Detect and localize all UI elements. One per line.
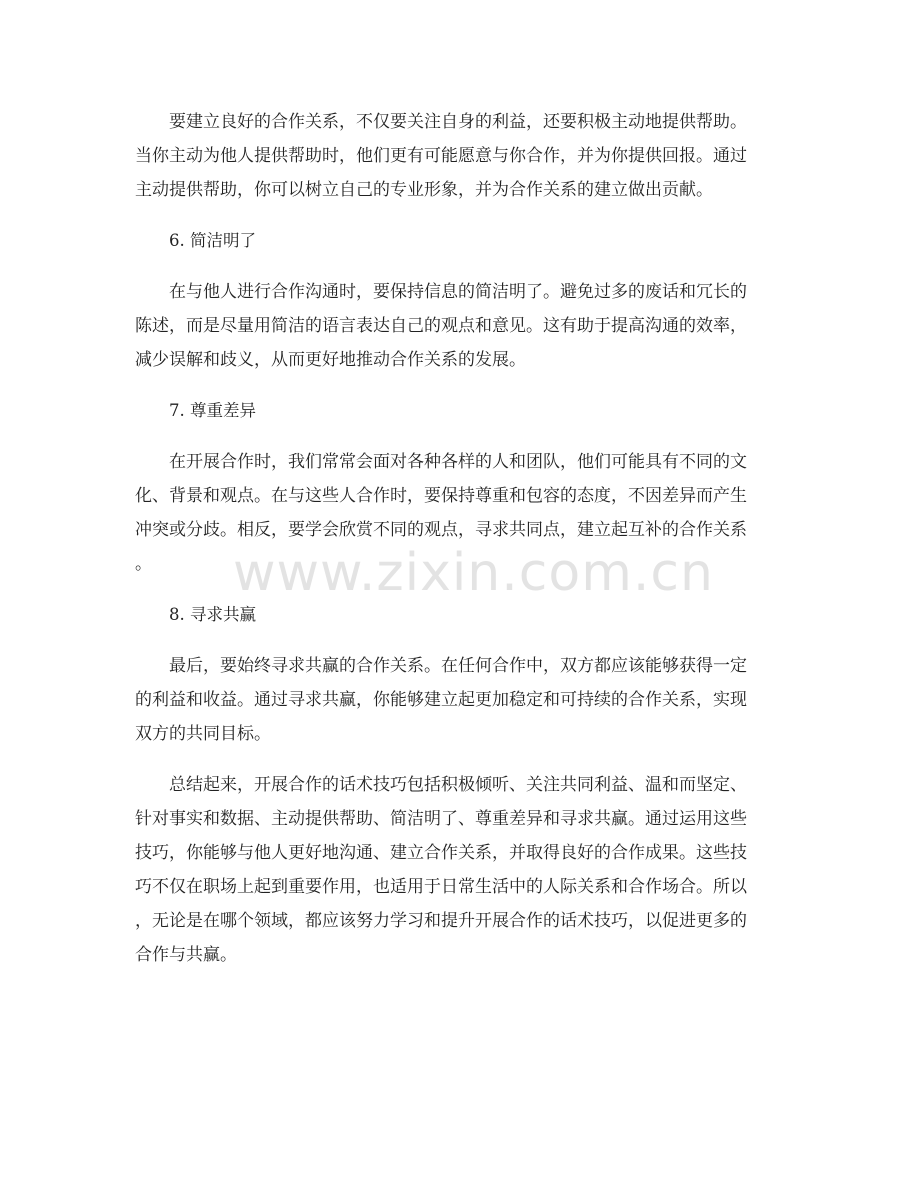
text-line: 冲突或分歧。相反，要学会欣赏不同的观点，寻求共同点，建立起互补的合作关系 (135, 520, 747, 540)
watermark-text: www.zixin.com.cn (233, 543, 714, 603)
paragraph-summary (135, 768, 785, 972)
text-line: 双方的共同目标。 (135, 724, 271, 744)
text-line: 合作与共赢。 (135, 945, 237, 965)
text-line: 在与他人进行合作沟通时，要保持信息的简洁明了。避免过多的废话和冗长的 (169, 282, 747, 302)
text-line: 陈述，而是尽量用简洁的语言表达自己的观点和意见。这有助于提高沟通的效率， (135, 316, 747, 336)
text-line: 的利益和收益。通过寻求共赢，你能够建立起更加稳定和可持续的合作关系，实现 (135, 690, 747, 710)
paragraph-win-win (135, 649, 785, 751)
heading-text: 8. 寻求共赢 (169, 605, 256, 624)
text-line: 减少误解和歧义，从而更好地推动合作关系的发展。 (135, 350, 526, 370)
paragraph-offer-help (135, 105, 785, 207)
section-heading-7 (135, 394, 785, 428)
text-line: 化、背景和观点。在与这些人合作时，要保持尊重和包容的态度，不因差异而产生 (135, 486, 747, 506)
section-heading-8 (135, 598, 785, 632)
text-line: 主动提供帮助，你可以树立自己的专业形象，并为合作关系的建立做出贡献。 (135, 180, 713, 200)
text-line: 总结起来，开展合作的话术技巧包括积极倾听、关注共同利益、温和而坚定、 (169, 775, 747, 795)
text-line: 当你主动为他人提供帮助时，他们更有可能愿意与你合作，并为你提供回报。通过 (135, 146, 747, 166)
text-line: 。 (135, 554, 152, 574)
heading-text: 7. 尊重差异 (169, 401, 256, 420)
text-line: 针对事实和数据、主动提供帮助、简洁明了、尊重差异和寻求共赢。通过运用这些 (135, 809, 747, 829)
text-line: 最后，要始终寻求共赢的合作关系。在任何合作中，双方都应该能够获得一定 (169, 656, 747, 676)
text-line: ，无论是在哪个领域，都应该努力学习和提升开展合作的话术技巧，以促进更多的 (135, 911, 747, 931)
text-line: 技巧，你能够与他人更好地沟通、建立合作关系，并取得良好的合作成果。这些技 (135, 843, 747, 863)
text-line: 巧不仅在职场上起到重要作用，也适用于日常生活中的人际关系和合作场合。所以 (135, 877, 747, 897)
text-line: 在开展合作时，我们常常会面对各种各样的人和团队，他们可能具有不同的文 (169, 452, 747, 472)
paragraph-concise (135, 275, 785, 377)
heading-text: 6. 简洁明了 (169, 231, 256, 250)
paragraph-respect-differences (135, 445, 785, 581)
text-line: 要建立良好的合作关系，不仅要关注自身的利益，还要积极主动地提供帮助。 (169, 112, 747, 132)
section-heading-6 (135, 224, 785, 258)
